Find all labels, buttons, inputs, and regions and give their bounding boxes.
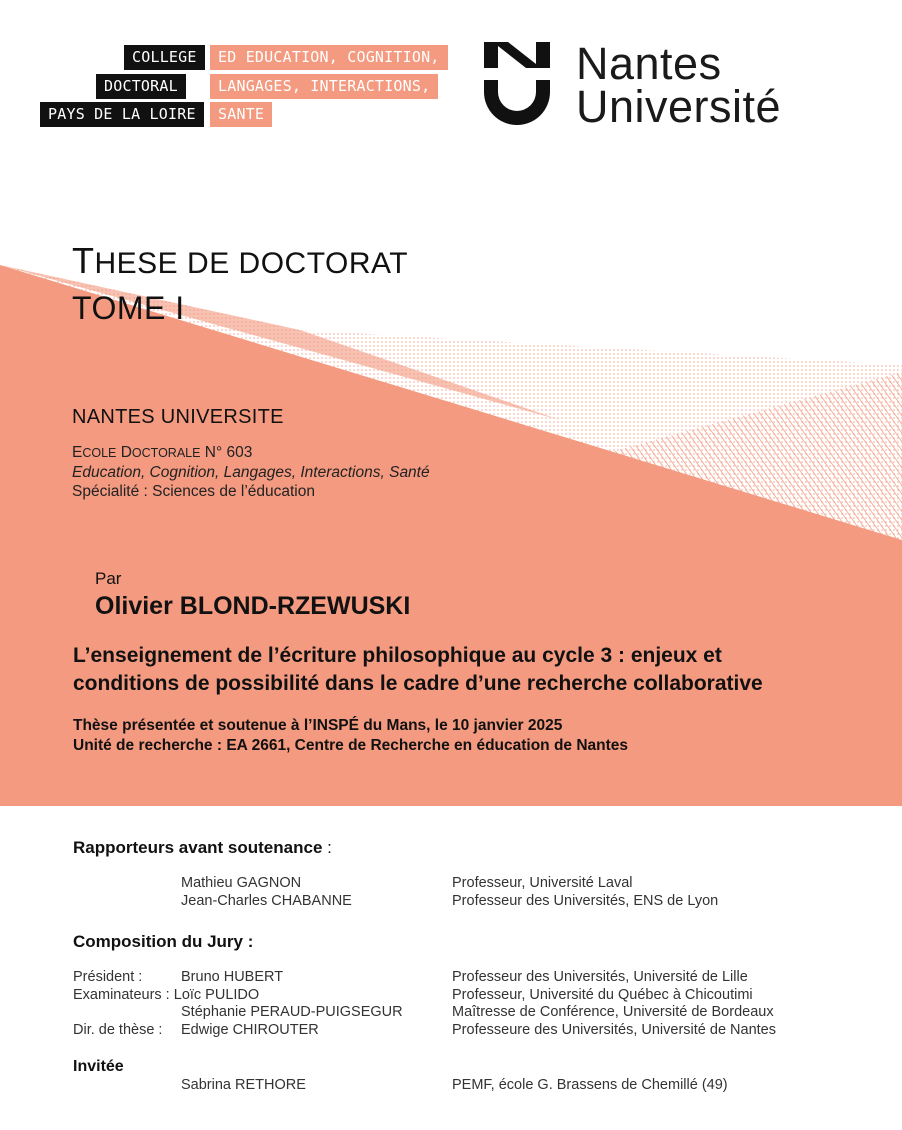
research-unit: Unité de recherche : EA 2661, Centre de Recherche en éducation de Nantes [73,737,629,754]
thesis-heading-line1: THESE DE DOCTORAT [72,240,409,281]
doctoral-fields: Education, Cognition, Langages, Interactions, Santé [72,464,430,481]
invitee-affiliation: PEMF, école G. Brassens de Chemillé (49) [452,1077,728,1093]
logo-nantes-text: Nantes [576,38,722,89]
logo-line-langages: LANGAGES, INTERACTIONS, [210,74,438,99]
doctoral-school: ECOLE DOCTORALE N° 603 [72,444,253,461]
author-name: Olivier BLOND-RZEWUSKI [95,592,411,620]
logo-line-ed: ED EDUCATION, COGNITION, [210,45,448,70]
jury-affiliation: Professeur, Université du Québec à Chicoutimi [452,987,753,1003]
thesis-heading-line2: TOME I [72,290,185,326]
logo-line-sante: SANTE [210,102,272,127]
logo-line-doctoral: DOCTORAL [96,74,186,99]
speciality: Spécialité : Sciences de l’éducation [72,483,315,500]
rapporteurs-heading: Rapporteurs avant soutenance : [73,838,332,857]
jury-heading: Composition du Jury : [73,932,254,951]
par-label: Par [95,569,122,588]
jury-name: Bruno HUBERT [181,969,284,985]
jury-affiliation: Professeure des Universités, Université de Nantes [452,1022,776,1038]
rapporteur-affiliation: Professeur des Universités, ENS de Lyon [452,893,719,909]
rapporteur-name: Jean-Charles CHABANNE [181,893,352,909]
invitee-name: Sabrina RETHORE [181,1077,306,1093]
defense-info: Thèse présentée et soutenue à l’INSPÉ du Mans, le 10 janvier 2025 [73,717,563,734]
jury-name: Stéphanie PERAUD-PUIGSEGUR [181,1004,403,1020]
jury-role: Examinateurs : Loïc PULIDO [73,987,260,1003]
invitee-heading: Invitée [73,1058,124,1075]
nantes-u-mark-icon [484,42,554,130]
jury-role: Dir. de thèse : [73,1022,163,1038]
jury-name: Edwige CHIROUTER [181,1022,319,1038]
university-name: NANTES UNIVERSITE [72,406,284,428]
logo-line-college: COLLEGE [124,45,205,70]
logo-line-pays: PAYS DE LA LOIRE [40,102,204,127]
rapporteur-affiliation: Professeur, Université Laval [452,875,633,891]
thesis-title [73,642,763,698]
jury-role: Président : [73,969,143,985]
jury-affiliation: Professeur des Universités, Université de Lille [452,969,748,985]
rapporteur-name: Mathieu GAGNON [181,875,302,891]
jury-affiliation: Maîtresse de Conférence, Université de Bordeaux [452,1004,774,1020]
thesis-title-line: L’enseignement de l’écriture philosophique au cycle 3 : enjeux et [73,644,722,667]
logo-universite-text: Université [576,81,782,132]
thesis-title-line: conditions de possibilité dans le cadre d’une recherche collaborative [73,672,763,695]
